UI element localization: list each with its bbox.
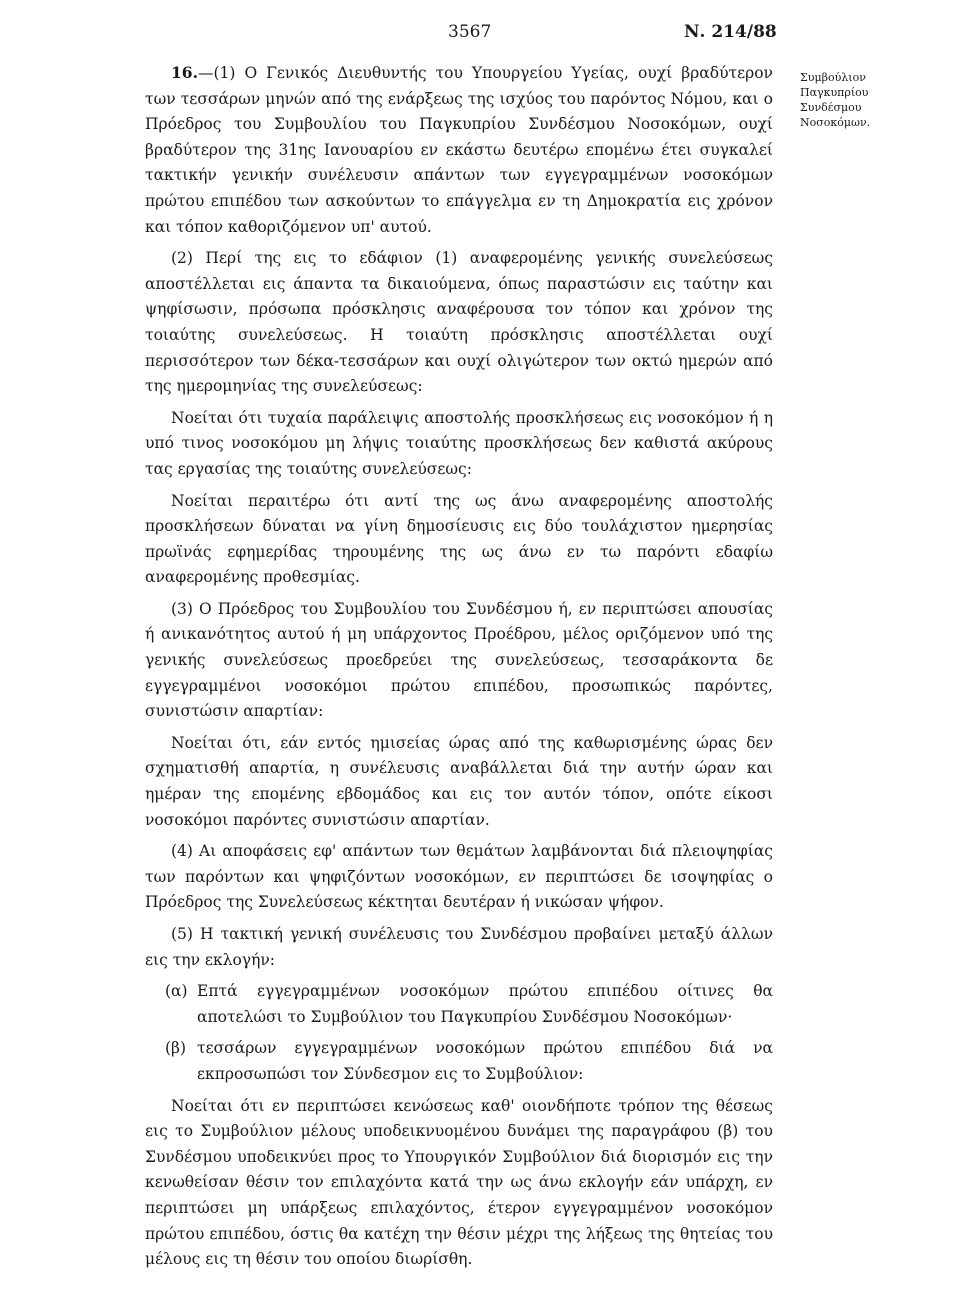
- section-number: 16.: [171, 63, 198, 82]
- document-body: [145, 60, 773, 1279]
- subsection-3-proviso: Νοείται ότι, εάν εντός ημισείας ώρας από της καθωρισμένης ώρας δεν σχηματισθή απαρτία, η συνέλευσις αναβάλλεται διά την αυτήν ώραν και ημέραν της επομένης εβδομάδος και εις τον αυτόν τόπον, οπότε είκοσι νοσοκόμοι παρόντες συνιστώσιν απαρτίαν.: [145, 733, 773, 829]
- subsection-5-proviso: Νοείται ότι εν περιπτώσει κενώσεως καθ' οιονδήποτε τρόπον της θέσεως εις το Συμβούλιον μέλους υποδεικνυομένου δυνάμει της παραγράφου (β) του Συνδέσμου υποδεικνύει προς το Υπουργικόν Συμβούλιον διά διορισμόν εις την κενωθείσαν θέσιν τον επιλαχόντα κατά την ως άνω εκλογήν εάν υπάρχη, εν περιπτώσει μη υπάρξεως επιλαχόντος, έτερον εγγεγραμμένον νοσοκόμον πρώτου επιπέδου, όστις θα κατέχη την θέσιν μέχρι της λήξεως της θητείας του μέλους εις τη θέσιν του οποίου διωρίσθη.: [145, 1096, 773, 1269]
- list-item-text: Επτά εγγεγραμμένων νοσοκόμων πρώτου επιπέδου οίτινες θα αποτελώσι το Συμβούλιον του Παγκυπρίου Συνδέσμου Νοσοκόμων·: [197, 982, 773, 1026]
- list-item: [145, 979, 773, 1030]
- subsection-5: (5) Η τακτική γενική συνέλευσις του Συνδέσμου προβαίνει μεταξύ άλλων εις την εκλογήν:: [145, 925, 773, 969]
- margin-note: Συμβούλιον Παγκυπρίου Συνδέσμου Νοσοκόμων.: [800, 71, 871, 129]
- subsection-3: (3) Ο Πρόεδρος του Συμβουλίου του Συνδέσμου ή, εν περιπτώσει απουσίας ή ανικανότητος αυτού ή μη υπάρχοντος Προέδρου, μέλος οριζόμενον υπό της γενικής συνελεύσεως προεδρεύει της συνελεύσεως, τεσσαράκοντα δε εγγεγραμμένοι νοσοκόμοι πρώτου επιπέδου, προσωπικώς παρόντες, συνιστώσιν απαρτίαν:: [145, 599, 773, 721]
- subsection-2-proviso-1: Νοείται ότι τυχαία παράλειψις αποστολής προσκλήσεως εις νοσοκόμον ή η υπό τινος νοσοκόμου μη λήψις τοιαύτης προσκλήσεως δεν καθιστά ακύρους τας εργασίας της τοιαύτης συνελεύσεως:: [145, 408, 773, 478]
- subsection-2-proviso-2: Νοείται περαιτέρω ότι αντί της ως άνω αναφερομένης αποστολής προσκλήσεων δύναται να γίνη δημοσίευσις εις δύο τουλάχιστον ημερησίας πρωϊνάς εφημερίδας τηρουμένης της ως άνω εν τω παρόντι εδαφίω αναφερομένης προθεσμίας.: [145, 491, 773, 587]
- page-number: 3567: [448, 22, 492, 42]
- subsection-4: (4) Αι αποφάσεις εφ' απάντων των θεμάτων λαμβάνονται διά πλειοψηφίας των παρόντων και ψηφιζόντων νοσοκόμων, εν περιπτώσει δε ισοψηφίας ο Πρόεδρος της Συνελεύσεως κέκτηται δευτέραν ή νικώσαν ψήφον.: [145, 842, 773, 912]
- list-item-label: (β): [165, 1039, 187, 1058]
- gazette-reference: Ν. 214/88: [684, 22, 777, 42]
- list-item-text: τεσσάρων εγγεγραμμένων νοσοκόμων πρώτου επιπέδου διά να εκπροσωπώσι τον Σύνδεσμον εις το Συμβούλιον:: [197, 1039, 773, 1083]
- subsection-1-text: Ο Γενικός Διευθυντής του Υπουργείου Υγείας, ουχί βραδύτερον των τεσσάρων μηνών από της ενάρξεως της ισχύος του παρόντος Νόμου, και ο Πρόεδρος του Συμβουλίου του Παγκυπρίου Συνδέσμου Νοσοκόμων, ουχί βραδύτερον της 31ης Ιανουαρίου εν εκάστω δευτέρω επομένω έτει συγκαλεί τακτικήν γενικήν συνέλευσιν απάντων των εγγεγραμμένων νοσοκόμων πρώτου επιπέδου των ασκούντων το επάγγελμα εν τη Δημοκρατία εις χρόνον και τόπον καθοριζόμενον υπ' αυτού.: [145, 64, 773, 236]
- list-item-label: (α): [165, 982, 188, 1001]
- section-16-subsection-1: 16.—(1) Ο Γενικός Διευθυντής του Υπουργείου Υγείας, ουχί βραδύτερον των τεσσάρων μηνών από της ενάρξεως της ισχύος του παρόντος Νόμου, και ο Πρόεδρος του Συμβουλίου του Παγκυπρίου Συνδέσμου Νοσοκόμων, ουχί βραδύτερον της 31ης Ιανουαρίου εν εκάστω δευτέρω επομένω έτει συγκαλεί τακτικήν γενικήν συνέλευσιν απάντων των εγγεγραμμένων νοσοκόμων πρώτου επιπέδου των ασκούντων το επάγγελμα εν τη Δημοκρατία εις χρόνον και τόπον καθοριζόμενον υπ' αυτού.: [145, 63, 773, 236]
- list-item: [145, 1036, 773, 1087]
- subsection-2: (2) Περί της εις το εδάφιον (1) αναφερομένης γενικής συνελεύσεως αποστέλλεται εις άπαντα τα δικαιούμενα, όπως παραστώσιν εις ταύτην και ψηφίσωσιν, πρόσωπα πρόσκλησις αναφέρουσα τον τόπον και χρόνον της τοιαύτης συνελεύσεως. Η τοιαύτη πρόσκλησις αποστέλλεται ουχί περισσότερον των δέκα-τεσσάρων και ουχί ολιγώτερον των οκτώ ημερών από της ημερομηνίας της συνελεύσεως:: [145, 249, 773, 396]
- subsection-number: (1): [213, 64, 236, 82]
